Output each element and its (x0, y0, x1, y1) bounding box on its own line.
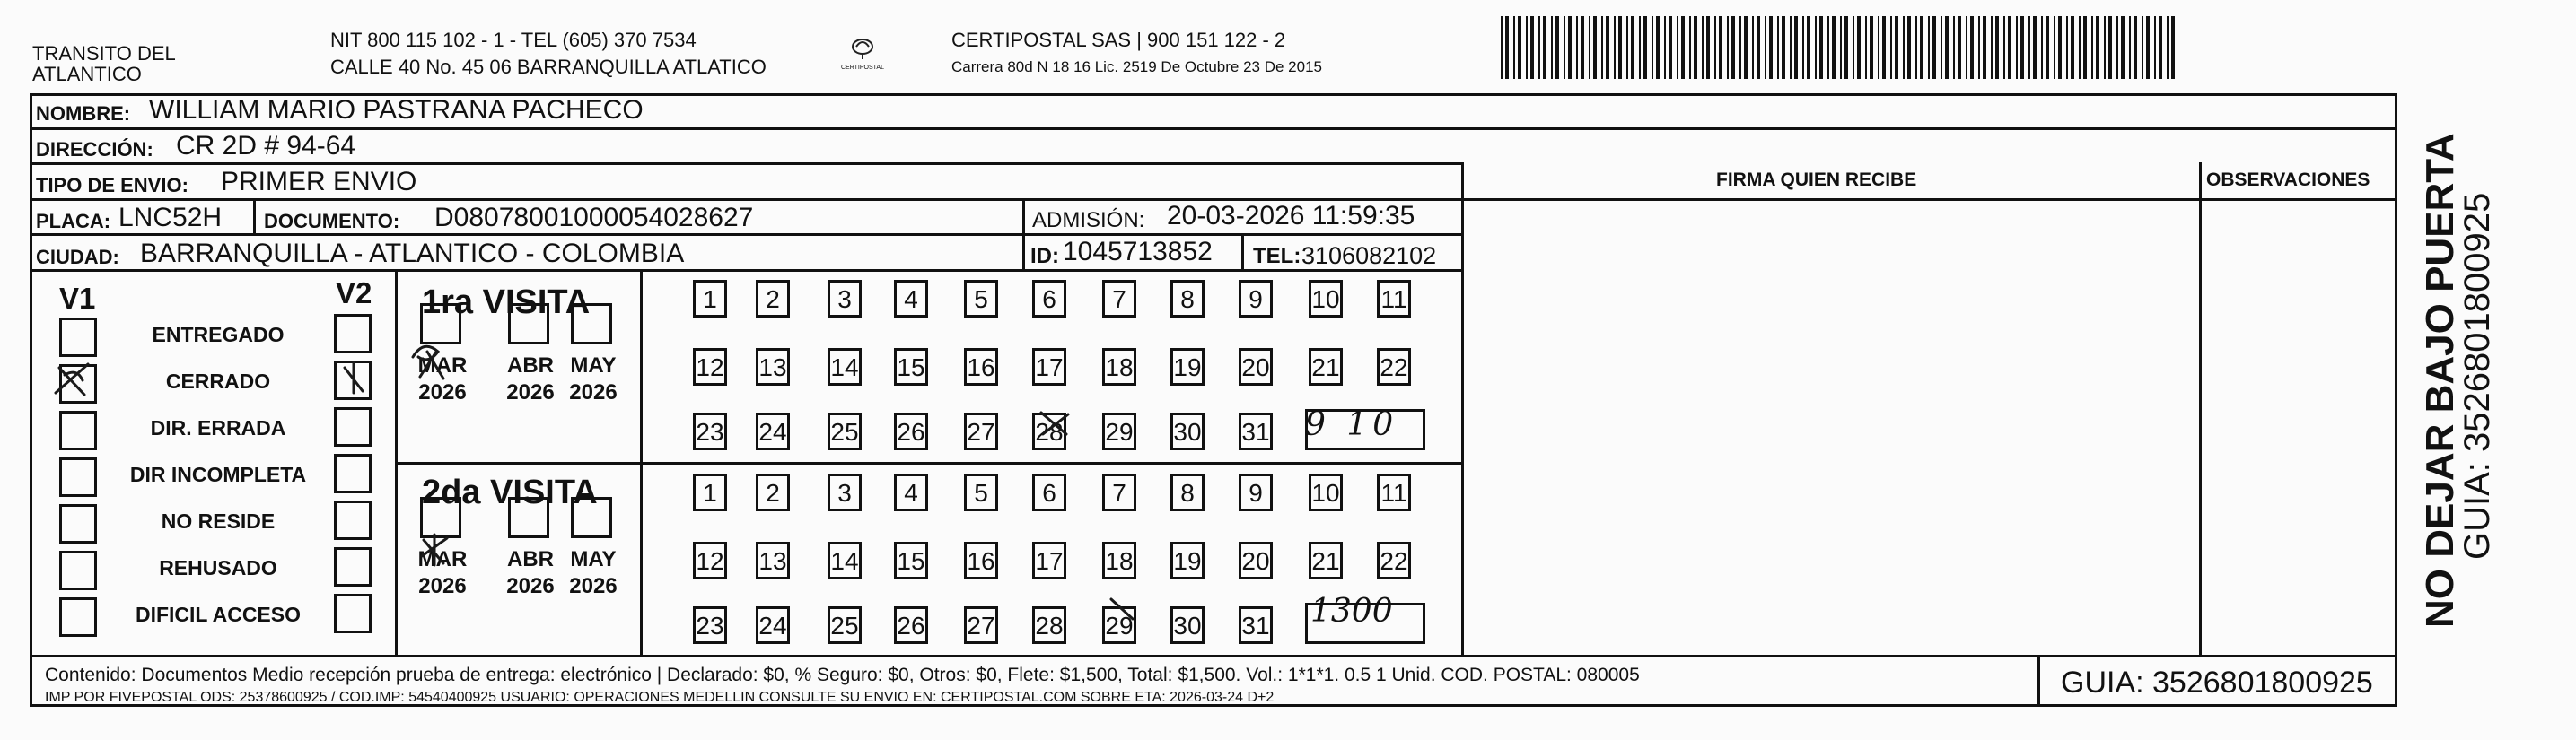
first-visit-year-label: 2026 (569, 380, 618, 405)
first-visit-day-box[interactable]: 31 (1239, 413, 1273, 450)
documento-value: D08078001000054028627 (434, 203, 754, 232)
address-line: CALLE 40 No. 45 06 BARRANQUILLA ATLATICO (330, 56, 767, 78)
second-visit-day-box[interactable]: 8 (1170, 474, 1205, 511)
second-visit-day-box[interactable]: 3 (828, 474, 862, 511)
second-visit-month-label: ABR (507, 547, 554, 571)
second-visit-day-box[interactable]: 15 (894, 542, 928, 579)
second-visit-day-box[interactable]: 20 (1239, 542, 1273, 579)
v1-checkbox[interactable] (59, 597, 97, 637)
second-visit-time: 1300 (1310, 593, 1393, 630)
second-visit-day-box[interactable]: 19 (1170, 542, 1205, 579)
second-visit-day-box[interactable]: 27 (964, 606, 998, 644)
second-visit-day-box[interactable]: 1 (693, 474, 727, 511)
first-visit-day-box[interactable]: 1 (693, 280, 727, 318)
admision-label: ADMISIÓN: (1032, 208, 1145, 232)
v2-checkbox[interactable] (334, 361, 372, 400)
first-visit-day-box[interactable]: 23 (693, 413, 727, 450)
ciudad-label: CIUDAD: (36, 246, 119, 268)
first-visit-day-box[interactable]: 22 (1377, 348, 1411, 386)
v1-checkbox[interactable] (59, 551, 97, 590)
observaciones-label: OBSERVACIONES (2206, 170, 2370, 190)
v2-checkbox[interactable] (334, 407, 372, 447)
first-visit-month-checkbox[interactable] (420, 303, 461, 344)
first-visit-day-box[interactable]: 25 (828, 413, 862, 450)
first-visit-day-box[interactable]: 28 (1032, 413, 1066, 450)
first-visit-day-box[interactable]: 13 (756, 348, 790, 386)
second-visit-day-box[interactable]: 28 (1032, 606, 1066, 644)
first-visit-day-box[interactable]: 2 (756, 280, 790, 318)
second-visit-day-box[interactable]: 17 (1032, 542, 1066, 579)
first-visit-day-box[interactable]: 16 (964, 348, 998, 386)
imp-line: IMP POR FIVEPOSTAL ODS: 25378600925 / COD.IMP: 54540400925 USUARIO: OPERACIONES MEDELLIN CONSULTE SU ENVIO EN: CERTIPOSTAL.COM SOBRE ETA: 2026-03-24 D+2 (45, 690, 1275, 705)
first-visit-day-box[interactable]: 6 (1032, 280, 1066, 318)
second-visit-day-box[interactable]: 11 (1377, 474, 1411, 511)
first-visit-day-box[interactable]: 11 (1377, 280, 1411, 318)
ciudad-value: BARRANQUILLA - ATLANTICO - COLOMBIA (140, 239, 685, 268)
first-visit-month-label: MAR (417, 353, 468, 378)
direccion-label: DIRECCIÓN: (36, 138, 153, 161)
first-visit-time-box[interactable] (1305, 406, 1425, 450)
first-visit-day-box[interactable]: 12 (693, 348, 727, 386)
tel-label: TEL: (1253, 244, 1301, 268)
first-visit-day-box[interactable]: 17 (1032, 348, 1066, 386)
first-visit-day-box[interactable]: 3 (828, 280, 862, 318)
second-visit-day-box[interactable]: 5 (964, 474, 998, 511)
v2-checkbox[interactable] (334, 314, 372, 353)
status-option-label: NO RESIDE (161, 509, 276, 533)
v2-label: V2 (336, 276, 372, 309)
first-visit-day-box[interactable]: 26 (894, 413, 928, 450)
first-visit-day-box[interactable]: 27 (964, 413, 998, 450)
id-value: 1045713852 (1063, 237, 1213, 266)
second-visit-month-checkbox[interactable] (508, 497, 549, 538)
second-visit-day-box[interactable]: 9 (1239, 474, 1273, 511)
v2-checkbox[interactable] (334, 454, 372, 493)
second-visit-month-checkbox[interactable] (571, 497, 612, 538)
first-visit-day-box[interactable]: 21 (1309, 348, 1343, 386)
second-visit-day-box[interactable]: 6 (1032, 474, 1066, 511)
second-visit-day-box[interactable]: 16 (964, 542, 998, 579)
first-visit-month-label: ABR (507, 353, 554, 378)
first-visit-day-box[interactable]: 8 (1170, 280, 1205, 318)
contenido-line: Contenido: Documentos Medio recepción prueba de entrega: electrónico | Declarado: $0, % Seguro: $0, Otros: $0, Flete: $1,500, Total: $1,500. Vol.: 1*1*1. 0.5 1 Unid. COD. POSTAL: 080005 (45, 665, 1640, 685)
first-visit-day-box[interactable]: 19 (1170, 348, 1205, 386)
status-option-label: ENTREGADO (152, 323, 285, 346)
status-option-label: DIR. ERRADA (150, 416, 286, 440)
second-visit-day-box[interactable]: 26 (894, 606, 928, 644)
v1-checkbox[interactable] (59, 457, 97, 497)
tipo-envio-value: PRIMER ENVIO (221, 167, 417, 196)
v1-checkbox[interactable] (59, 318, 97, 357)
first-visit-year-label: 2026 (506, 380, 555, 405)
side-guia: GUIA: 3526801800925 (2458, 192, 2497, 560)
second-visit-day-box[interactable]: 31 (1239, 606, 1273, 644)
first-visit-day-box[interactable]: 18 (1102, 348, 1136, 386)
first-visit-day-box[interactable]: 29 (1102, 413, 1136, 450)
first-visit-day-box[interactable]: 10 (1309, 280, 1343, 318)
status-option-label: CERRADO (165, 370, 271, 393)
firma-label: FIRMA QUIEN RECIBE (1716, 170, 1917, 190)
footer-guia: GUIA: 3526801800925 (2061, 666, 2373, 700)
barcode (1501, 16, 2183, 79)
second-visit-day-box[interactable]: 23 (693, 606, 727, 644)
company-name: TRANSITO DEL ATLANTICO (32, 42, 175, 86)
first-visit-year-label: 2026 (418, 380, 467, 405)
v2-checkbox[interactable] (334, 501, 372, 540)
v1-label: V1 (59, 282, 96, 315)
second-visit-day-box[interactable]: 4 (894, 474, 928, 511)
second-visit-day-box[interactable]: 30 (1170, 606, 1205, 644)
second-visit-day-box[interactable]: 13 (756, 542, 790, 579)
second-visit-day-box[interactable]: 22 (1377, 542, 1411, 579)
status-option-label: DIFICIL ACCESO (135, 603, 301, 626)
carrier-line: CERTIPOSTAL SAS | 900 151 122 - 2 (951, 29, 1286, 51)
second-visit-year-label: 2026 (506, 574, 555, 598)
nombre-value: WILLIAM MARIO PASTRANA PACHECO (149, 95, 644, 125)
second-visit-year-label: 2026 (569, 574, 618, 598)
v1-checkbox[interactable] (59, 504, 97, 544)
second-visit-day-box[interactable]: 24 (756, 606, 790, 644)
certipostal-logo (835, 34, 890, 77)
license-line: Carrera 80d N 18 16 Lic. 2519 De Octubre 23 De 2015 (951, 58, 1322, 75)
nombre-label: NOMBRE: (36, 102, 131, 125)
first-visit-day-box[interactable]: 14 (828, 348, 862, 386)
second-visit-label: 2da VISITA (422, 474, 598, 511)
second-visit-day-box[interactable]: 2 (756, 474, 790, 511)
tel-value: 3106082102 (1301, 242, 1437, 269)
second-visit-day-box[interactable]: 25 (828, 606, 862, 644)
first-visit-day-box[interactable]: 4 (894, 280, 928, 318)
first-visit-day-box[interactable]: 7 (1102, 280, 1136, 318)
second-visit-day-box[interactable]: 12 (693, 542, 727, 579)
v2-checkbox[interactable] (334, 594, 372, 633)
first-visit-day-box[interactable]: 24 (756, 413, 790, 450)
v1-checkbox[interactable] (59, 364, 97, 404)
second-visit-month-checkbox[interactable] (420, 497, 461, 538)
second-visit-day-box[interactable]: 21 (1309, 542, 1343, 579)
first-visit-day-box[interactable]: 30 (1170, 413, 1205, 450)
tipo-envio-label: TIPO DE ENVIO: (36, 174, 188, 196)
nit-line: NIT 800 115 102 - 1 - TEL (605) 370 7534 (330, 29, 697, 51)
first-visit-day-box[interactable]: 20 (1239, 348, 1273, 386)
second-visit-month-label: MAR (417, 547, 468, 571)
first-visit-month-label: MAY (570, 353, 617, 378)
first-visit-day-box[interactable]: 5 (964, 280, 998, 318)
first-visit-day-box[interactable]: 9 (1239, 280, 1273, 318)
placa-label: PLACA: (36, 210, 111, 232)
second-visit-day-box[interactable]: 7 (1102, 474, 1136, 511)
documento-label: DOCUMENTO: (264, 210, 400, 232)
status-option-label: REHUSADO (159, 556, 277, 579)
logo-text: CERTIPOSTAL (841, 65, 884, 71)
first-visit-month-checkbox[interactable] (571, 303, 612, 344)
first-visit-month-checkbox[interactable] (508, 303, 549, 344)
status-option-label: DIR INCOMPLETA (129, 463, 307, 486)
second-visit-time-box[interactable] (1305, 603, 1425, 644)
second-visit-month-label: MAY (570, 547, 617, 571)
side-warning: NO DEJAR BAJO PUERTA (2418, 133, 2462, 628)
v2-checkbox[interactable] (334, 547, 372, 587)
second-visit-day-box[interactable]: 10 (1309, 474, 1343, 511)
second-visit-day-box[interactable]: 18 (1102, 542, 1136, 579)
first-visit-time: 9 10 (1305, 406, 1399, 443)
first-visit-day-box[interactable]: 15 (894, 348, 928, 386)
first-visit-label: 1ra VISITA (422, 283, 591, 321)
placa-value: LNC52H (118, 203, 223, 232)
second-visit-day-box[interactable]: 29 (1102, 606, 1136, 644)
v1-checkbox[interactable] (59, 411, 97, 450)
admision-value: 20-03-2026 11:59:35 (1167, 201, 1415, 231)
id-label: ID: (1030, 244, 1059, 268)
direccion-value: CR 2D # 94-64 (176, 131, 356, 161)
second-visit-year-label: 2026 (418, 574, 467, 598)
second-visit-day-box[interactable]: 14 (828, 542, 862, 579)
